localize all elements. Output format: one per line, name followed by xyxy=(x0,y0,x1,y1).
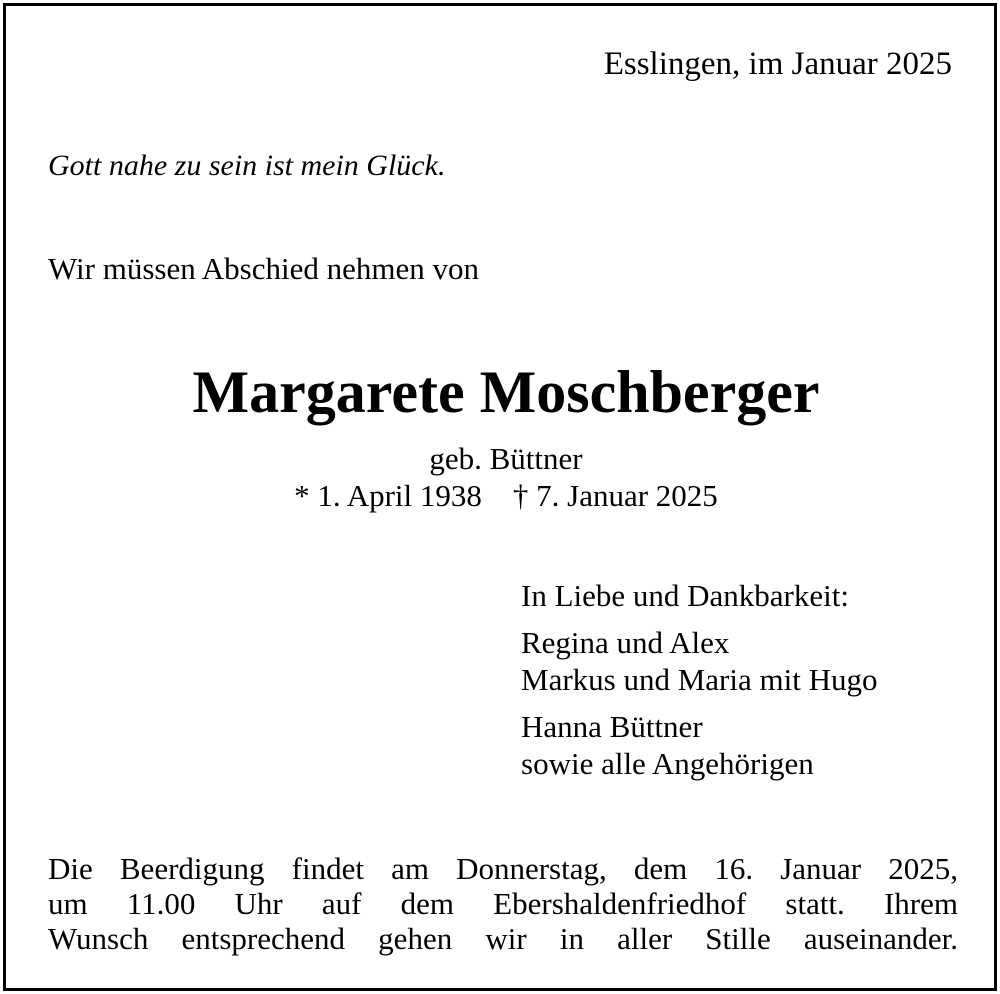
mourner-line: Hanna Büttner xyxy=(521,709,703,744)
funeral-line: Wunsch entsprechend gehen wir in aller Stille auseinander. xyxy=(48,921,958,956)
life-dates xyxy=(6,480,1000,511)
mourners-heading: In Liebe und Dankbarkeit: xyxy=(521,578,849,613)
mourner-line: Markus und Maria mit Hugo xyxy=(521,662,878,697)
funeral-line: um 11.00 Uhr auf dem Ebershaldenfriedhof statt. Ihrem xyxy=(48,886,958,921)
obituary-frame xyxy=(3,3,997,991)
funeral-details xyxy=(48,851,958,956)
motto-quote: Gott nahe zu sein ist mein Glück. xyxy=(48,149,446,182)
mourners-block xyxy=(521,580,877,785)
funeral-line: Die Beerdigung findet am Donnerstag, dem 16. Januar 2025, xyxy=(48,851,958,886)
death-date: † 7. Januar 2025 xyxy=(512,478,718,513)
maiden-name: geb. Büttner xyxy=(429,441,583,476)
deceased-name: Margarete Moschberger xyxy=(192,359,820,425)
place-date: Esslingen, im Januar 2025 xyxy=(603,46,952,82)
intro-line: Wir müssen Abschied nehmen von xyxy=(48,251,479,286)
birth-date: * 1. April 1938 xyxy=(294,478,482,513)
mourner-line: sowie alle Angehörigen xyxy=(521,746,814,781)
mourner-line: Regina und Alex xyxy=(521,625,730,660)
dates-spacer xyxy=(482,478,513,513)
